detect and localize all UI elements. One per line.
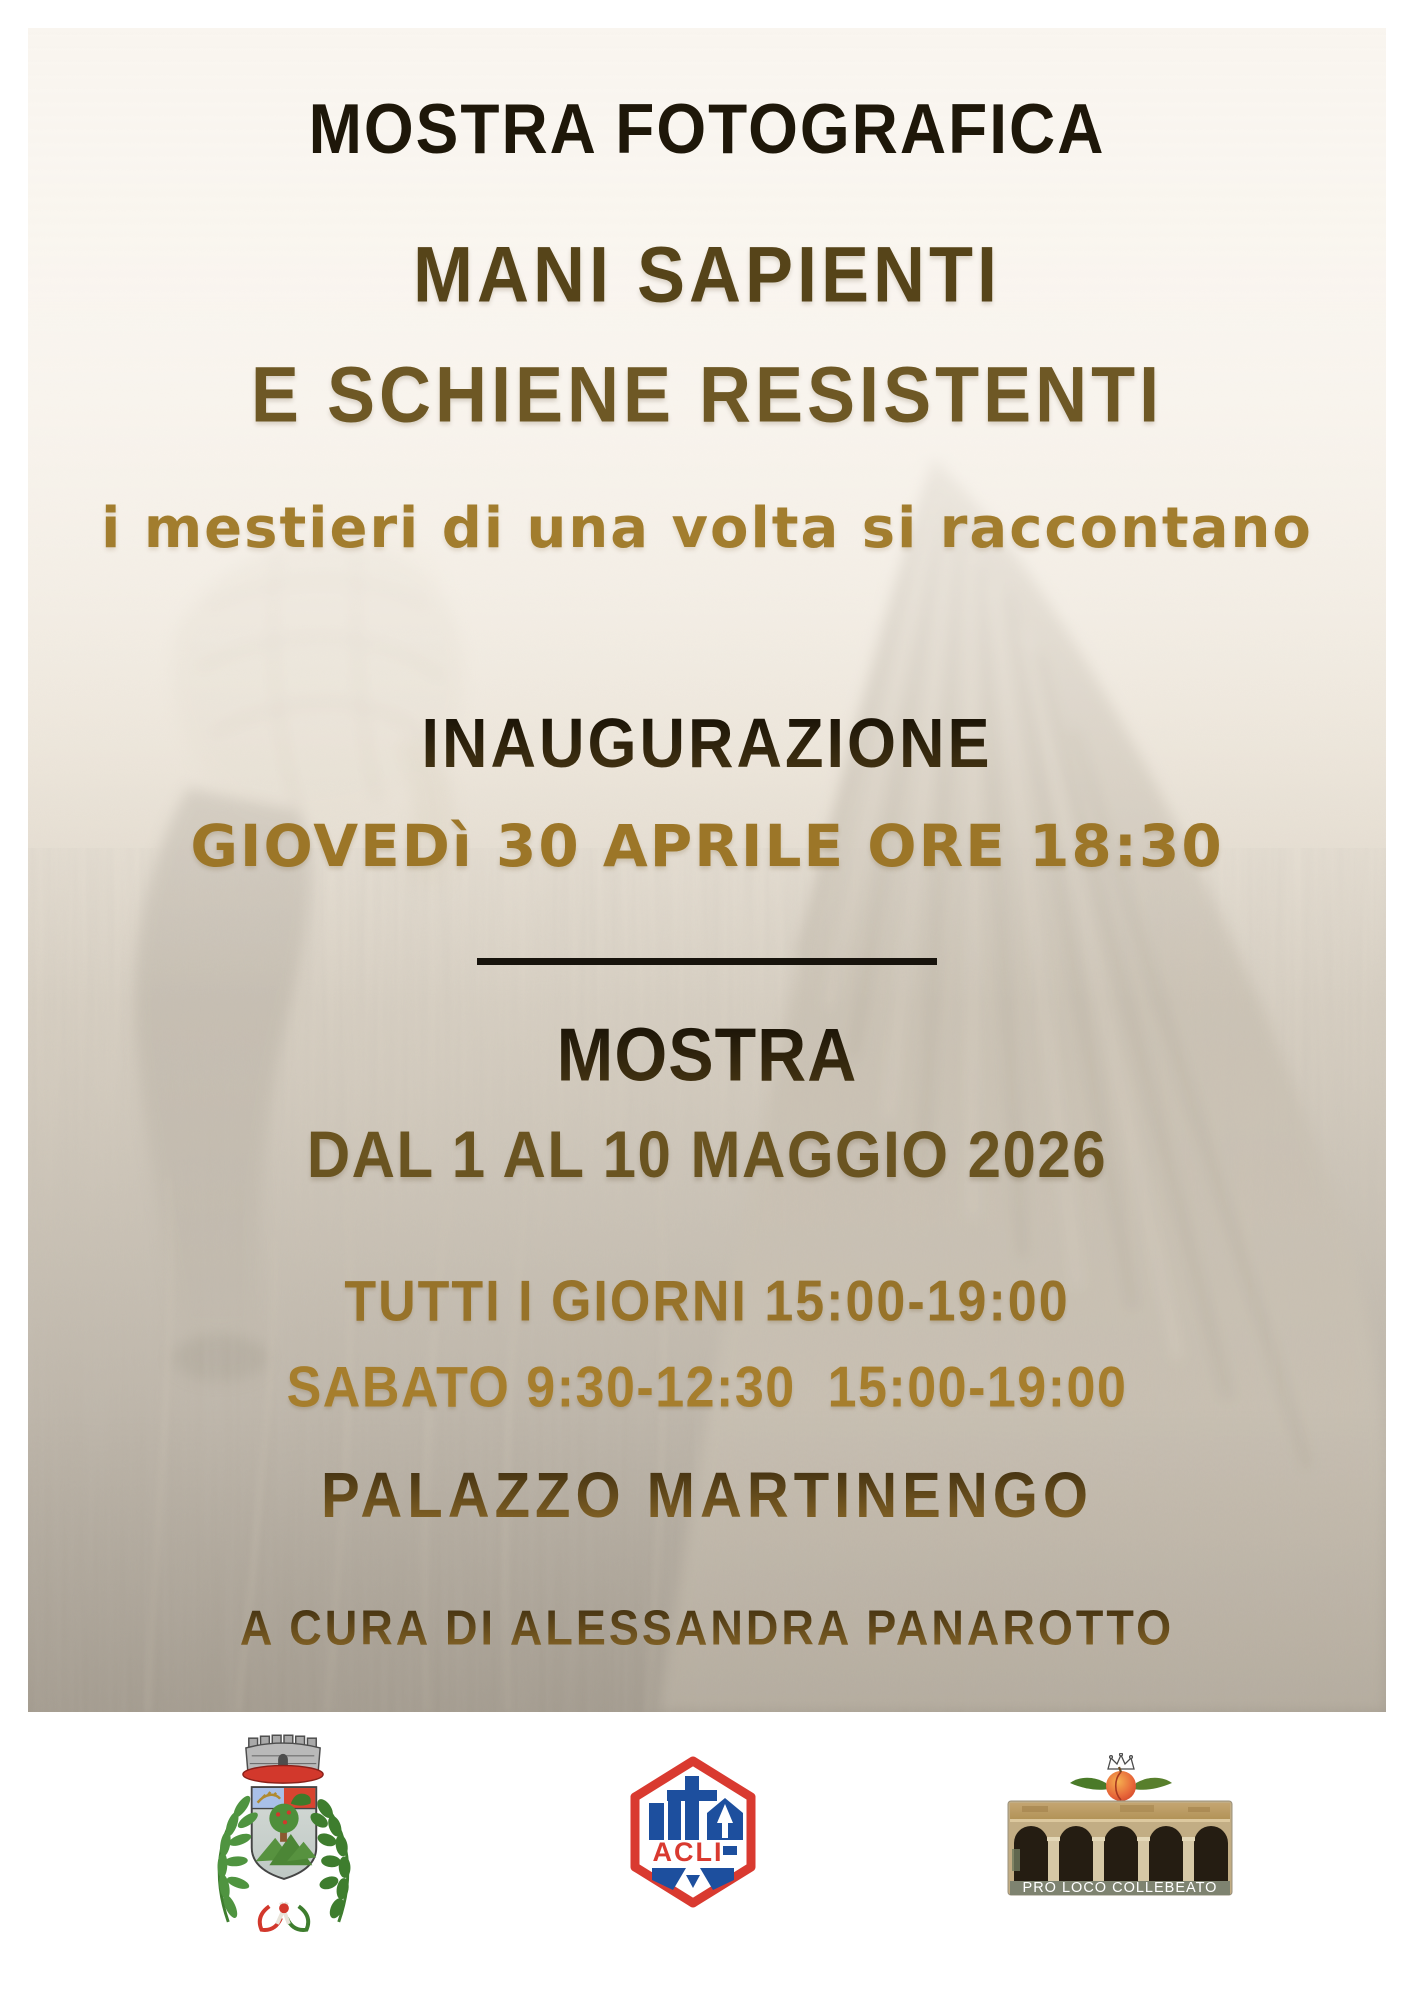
pro-loco-logo (1000, 1753, 1240, 1898)
tricolor-ribbon (260, 1902, 308, 1930)
poster-title-line1: MANI SAPIENTI (412, 231, 1002, 319)
section-divider-rule (477, 958, 937, 965)
peach-icon (1070, 1767, 1172, 1801)
venue-name: PALAZZO MARTINENGO (28, 1459, 1386, 1533)
inauguration-label: INAUGURAZIONE (28, 704, 1386, 783)
pro-loco-wordmark: PRO LOCO COLLEBEATO (1022, 1880, 1218, 1896)
acli-hexagon-icon (628, 1756, 758, 1908)
poster-subtitle: i mestieri di una volta si raccontano (101, 496, 1313, 561)
bottom-vignette (28, 1408, 1386, 1712)
mural-crown (243, 1735, 323, 1783)
footer-logos (0, 1712, 1414, 2000)
arcade-photo (1008, 1801, 1232, 1896)
crown-icon (1108, 1753, 1134, 1769)
pro-loco-arcade-icon (1000, 1753, 1240, 1898)
curator-credit: A CURA DI ALESSANDRA PANAROTTO (28, 1599, 1386, 1656)
exhibition-label: MOSTRA (28, 1012, 1386, 1098)
acli-wordmark: ACLI (652, 1837, 724, 1867)
municipality-crest-icon (197, 1728, 370, 1937)
municipality-crest-logo (197, 1728, 370, 1937)
poster-kicker: MOSTRA FOTOGRAFICA (308, 89, 1106, 169)
inauguration-datetime: GIOVEDì 30 APRILE ORE 18:30 (190, 812, 1224, 880)
crest-shield (252, 1787, 317, 1879)
exhibition-dates: DAL 1 AL 10 MAGGIO 2026 (306, 1117, 1108, 1192)
hours-saturday: SABATO 9:30-12:30 15:00-19:00 (286, 1356, 1128, 1420)
poster-title-line2: E SCHIENE RESISTENTI (250, 351, 1164, 439)
hours-daily: TUTTI I GIORNI 15:00-19:00 (344, 1270, 1070, 1334)
acli-logo (628, 1756, 758, 1908)
